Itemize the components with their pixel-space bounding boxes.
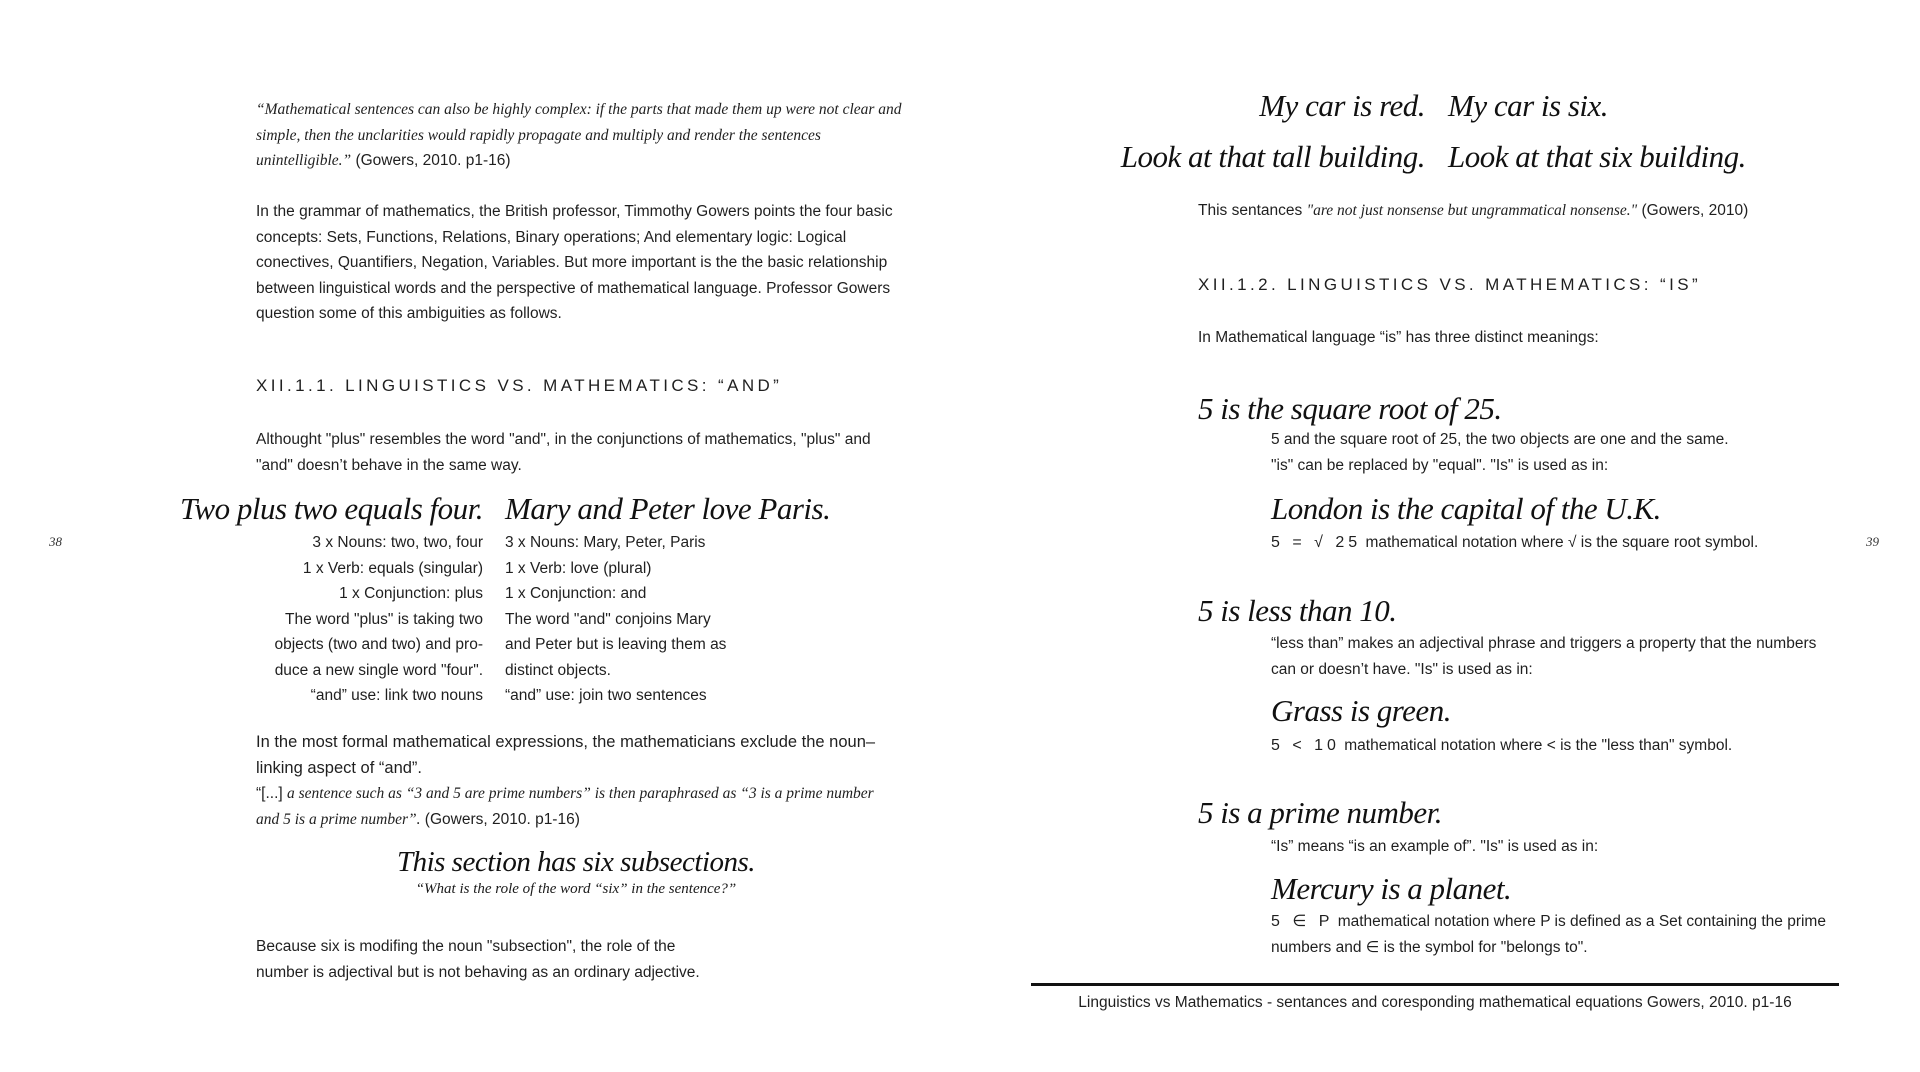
is-intro: In Mathematical language “is” has three distinct meanings: xyxy=(1198,329,1599,346)
analysis-line: 3 x Nouns: Mary, Peter, Paris xyxy=(505,534,706,551)
nonsense-line xyxy=(1198,198,1838,224)
analysis-line: The word "plus" is taking two xyxy=(285,610,483,628)
analysis-line: The word "and" conjoins Mary xyxy=(505,610,711,628)
section-heading-and: XII.1.1. LINGUISTICS VS. MATHEMATICS: “AND” xyxy=(256,376,783,395)
meaning2-line2: can or doesn’t have. "Is" is used as in: xyxy=(1271,660,1533,678)
meaning1-notation-text-a: mathematical notation where xyxy=(1365,534,1564,551)
meaning2-example: Grass is green. xyxy=(1271,693,1451,728)
analysis-line: 1 x Conjunction: and xyxy=(505,585,647,602)
analysis-line: 3 x Nouns: two, two, four xyxy=(312,534,483,551)
analysis-line: objects (two and two) and pro- xyxy=(274,636,483,653)
analysis-line: 1 x Conjunction: plus xyxy=(339,585,483,602)
analysis-line: and Peter but is leaving them as xyxy=(505,636,727,653)
meaning2-line1: “less than” makes an adjectival phrase and triggers a property that the numbers xyxy=(1271,635,1817,652)
formal-quote: a sentence such as “3 and 5 are prime numbers” is then paraphrased as “3 is a prime number and 5 is a prime number”. xyxy=(256,785,874,828)
caption-rule xyxy=(1031,983,1839,986)
intro-quote: “Mathematical sentences can also be highly complex: if the parts that made them up were not clear and simple, then the unclarities would rapidly propagate and multiply and render the sentences unintelligible.” xyxy=(256,101,902,169)
analysis-line: “and” use: link two nouns xyxy=(310,687,483,704)
analysis-line: distinct objects. xyxy=(505,661,611,679)
example-sentence-and: Mary and Peter love Paris. xyxy=(505,491,831,526)
example-six-building: Look at that six building. xyxy=(1448,139,1746,174)
meaning2-notation-text-b: is the "less than" symbol. xyxy=(1560,737,1733,754)
formal-text: In the most formal mathematical expressions, the mathematicians exclude the noun–linking aspect of “and”. xyxy=(256,733,876,777)
example-analysis-and xyxy=(505,530,785,709)
page-number-right: 39 xyxy=(1866,534,1879,549)
section-heading-is: XII.1.2. LINGUISTICS VS. MATHEMATICS: “IS” xyxy=(1198,275,1702,294)
square-root-symbol: √ xyxy=(1567,534,1577,551)
meaning3-notation: 5 ∈ P xyxy=(1271,913,1334,930)
nonsense-prefix: This sentances xyxy=(1198,202,1303,219)
meaning1-notation-line xyxy=(1271,530,1758,556)
meaning1-example: London is the capital of the U.K. xyxy=(1271,491,1661,526)
less-than-symbol: < xyxy=(1546,737,1556,754)
meaning1-line1: 5 and the square root of 25, the two objects are one and the same. xyxy=(1271,431,1729,448)
analysis-line: 1 x Verb: love (plural) xyxy=(505,559,652,577)
intro-citation: (Gowers, 2010. p1-16) xyxy=(355,152,511,169)
meaning3-notation-block xyxy=(1271,909,1891,960)
example-sentence-plus: Two plus two equals four. xyxy=(179,491,483,526)
analysis-line: “and” use: join two sentences xyxy=(505,687,707,704)
meaning2-notation-line xyxy=(1271,733,1732,759)
example-tall-building: Look at that tall building. xyxy=(1120,139,1425,174)
example-analysis-plus xyxy=(223,530,483,709)
meaning3-example: Mercury is a planet. xyxy=(1271,871,1512,906)
and-paragraph: Althought "plus" resembles the word "and", in the conjunctions of mathematics, "plus" and "and" doesn’t behave in the same way. xyxy=(256,431,871,474)
meaning3-notation-text-a: mathematical notation where P is defined as a Set containing the prime xyxy=(1337,913,1826,930)
formal-paragraph xyxy=(256,730,896,832)
meaning1-title: 5 is the square root of 25. xyxy=(1198,391,1502,426)
nonsense-citation: (Gowers, 2010) xyxy=(1641,202,1749,219)
meaning3-line-last: numbers and ∈ is the symbol for "belongs to". xyxy=(1271,938,1588,956)
meaning2-notation: 5 < 10 xyxy=(1271,737,1340,754)
meaning1-notation-text-b: is the square root symbol. xyxy=(1580,534,1759,551)
intro-quote-block xyxy=(256,97,902,174)
meaning1-notation: 5 = √ 25 xyxy=(1271,534,1362,551)
figure-caption: Linguistics vs Mathematics - sentances and coresponding mathematical equations Gowers, 2010. p1-16 xyxy=(1078,994,1792,1011)
meaning2-explanation xyxy=(1271,631,1891,682)
meaning1-line2: "is" can be replaced by "equal". "Is" is used as in: xyxy=(1271,456,1609,474)
example-six-car: My car is six. xyxy=(1448,88,1609,123)
nonsense-quote: "are not just nonsense but ungrammatical nonsense." xyxy=(1306,202,1638,219)
six-paragraph: Because six is modifing the noun "subsection", the role of the number is adjectival but is not behaving as an ordinary adjective. xyxy=(256,938,700,981)
example-red: My car is red. xyxy=(1259,88,1425,123)
formal-citation: (Gowers, 2010. p1-16) xyxy=(424,810,580,828)
analysis-line: 1 x Verb: equals (singular) xyxy=(302,559,483,577)
formal-quote-open: “[...] xyxy=(256,785,283,802)
six-sentence: This section has six subsections. xyxy=(396,846,756,878)
meaning2-title: 5 is less than 10. xyxy=(1198,593,1397,628)
meaning3-line1: “Is” means “is an example of”. "Is" is used as in: xyxy=(1271,838,1599,855)
six-question: “What is the role of the word “six” in the sentence?” xyxy=(415,881,737,897)
analysis-line: duce a new single word "four". xyxy=(274,661,483,679)
meaning1-explanation xyxy=(1271,427,1871,478)
intro-paragraph: In the grammar of mathematics, the British professor, Timmothy Gowers points the four basic concepts: Sets, Functions, Relations, Binary operations; And elementary logic: Logical conectives, Quantifiers, Negation, Variables. But more important is the the basic relationship between linguistical words and the perspective of mathematical language. Professor Gowers question some of this ambiguities as follows. xyxy=(256,203,893,322)
meaning2-notation-text-a: mathematical notation where xyxy=(1344,737,1543,754)
page-number-left: 38 xyxy=(49,534,62,549)
six-example xyxy=(256,846,896,898)
meaning3-title: 5 is a prime number. xyxy=(1198,795,1443,830)
